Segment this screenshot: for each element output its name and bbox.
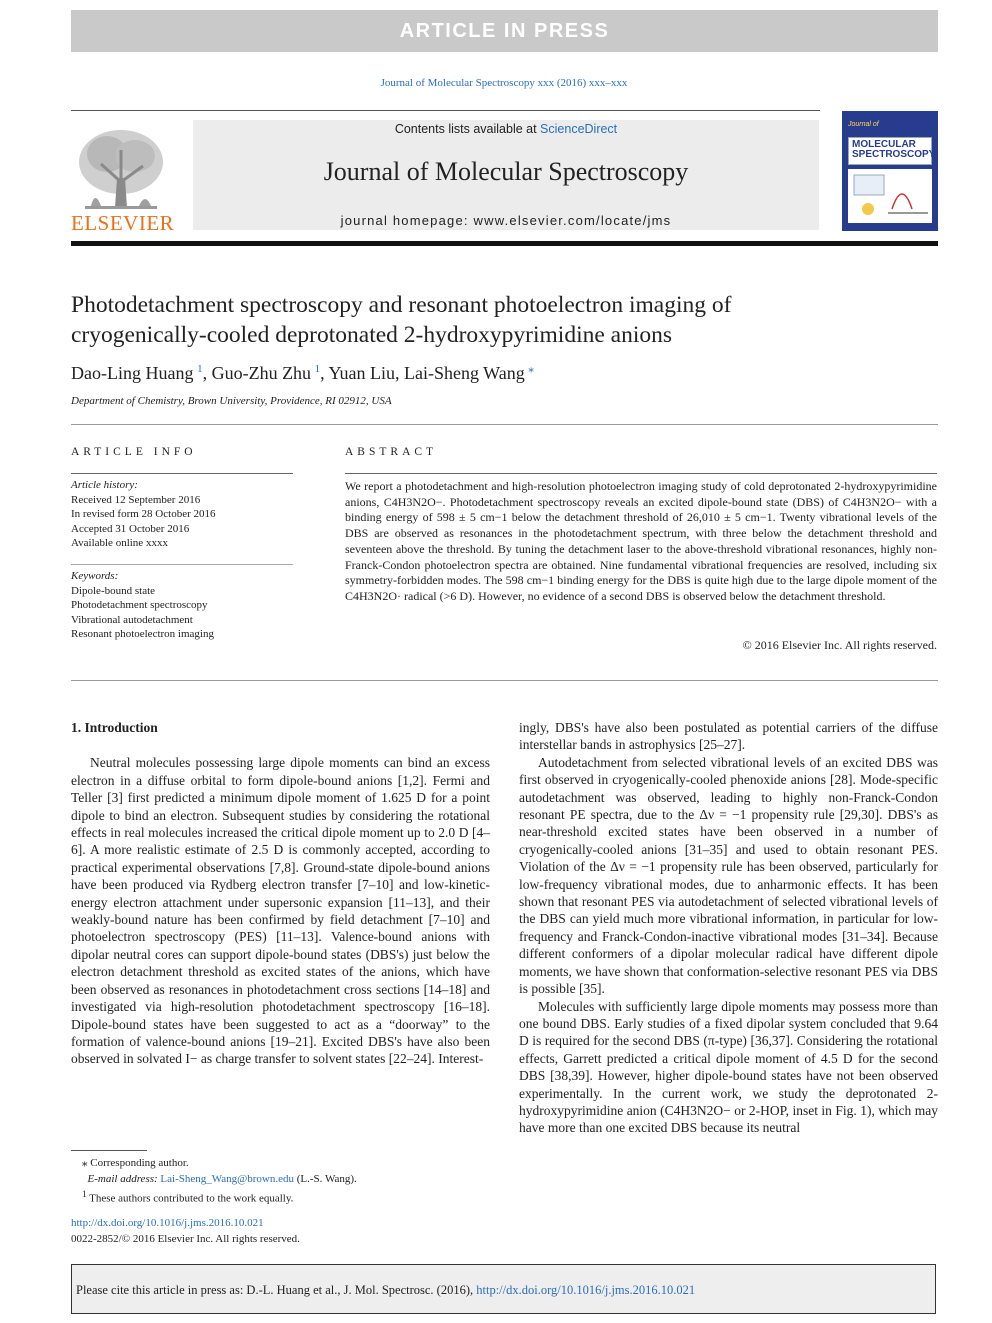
journal-masthead <box>193 120 819 230</box>
history-item: Accepted 31 October 2016 <box>71 522 190 535</box>
cite-text: Please cite this article in press as: D.-L. Huang et al., J. Mol. Spectrosc. (2016), <box>76 1283 477 1297</box>
author-name[interactable]: Lai-Sheng Wang <box>404 363 525 383</box>
keywords-label: Keywords: <box>71 570 119 582</box>
contents-prefix: Contents lists available at <box>394 122 541 136</box>
cover-figure-icon <box>848 169 932 223</box>
footnote-corresponding <box>71 1156 357 1172</box>
body-column-left <box>71 719 490 1068</box>
keyword: Dipole-bound state <box>71 584 156 597</box>
footnote-equal <box>71 1187 357 1207</box>
intro-paragraph: ingly, DBS's have also been postulated as potential carriers of the diffuse interstellar bands in astrophysics [25–27]. <box>519 720 938 753</box>
title-line1: Photodetachment spectroscopy and resonant photoelectron imaging of <box>71 292 732 318</box>
keywords-rule <box>71 564 293 565</box>
doi-block <box>71 1216 300 1247</box>
author-footnote-mark[interactable]: 1 <box>197 363 203 375</box>
article-history <box>71 478 216 551</box>
body-rule <box>71 680 938 681</box>
abstract-rule <box>345 473 937 474</box>
keyword: Resonant photoelectron imaging <box>71 628 214 640</box>
affiliation: Department of Chemistry, Brown University, Providence, RI 02912, USA <box>71 395 392 407</box>
doi-link[interactable]: http://dx.doi.org/10.1016/j.jms.2016.10.021 <box>71 1217 264 1229</box>
abstract-copyright: © 2016 Elsevier Inc. All rights reserved. <box>742 638 937 652</box>
footnote-mark: 1 <box>82 1189 87 1199</box>
history-item: Received 12 September 2016 <box>71 493 201 506</box>
elsevier-wordmark: ELSEVIER <box>71 211 175 235</box>
masthead-thick-rule <box>71 241 938 246</box>
cite-box <box>71 1264 936 1314</box>
keywords-list <box>71 569 214 642</box>
article-info-rule <box>71 473 293 474</box>
footnote-email <box>71 1172 357 1188</box>
author-name[interactable]: Dao-Ling Huang <box>71 363 194 383</box>
footnote-text: Corresponding author. <box>90 1157 189 1169</box>
section-rule <box>71 424 938 425</box>
abstract-text: We report a photodetachment and high-resolution photoelectron imaging study of cold deprotonated 2-hydroxypyrimidine anions, C4H3N2O−. Photodetachment spectroscopy reveals an excited dipole-bound state (DBS) of C4H3N2O− with a binding energy of 598 ± 5 cm−1 below the detachment threshold of 26,010 ± 5 cm−1. Twenty vibrational levels of the DBS are observed as resonances in the photodetachment spectrum, with three below the detachment threshold and seventeen above the threshold. By tuning the detachment laser to the above-threshold vibrational resonances, highly non-Franck-Condon photoelectron spectra are obtained. Nine fundamental vibrational frequencies are resolved, including six symmetry-forbidden modes. The 598 cm−1 binding energy for the DBS is quite high due to the large dipole moment of the C4H3N2O· radical (>6 D). However, no evidence of a second DBS is observed below the detachment threshold. <box>345 479 937 603</box>
abstract-heading: ABSTRACT <box>345 446 438 458</box>
history-item: Available online xxxx <box>71 537 168 549</box>
corresponding-author-mark[interactable]: ⁎ <box>528 363 534 375</box>
contents-line <box>193 122 819 136</box>
history-item: In revised form 28 October 2016 <box>71 508 216 520</box>
author-name[interactable]: Guo-Zhu Zhu <box>211 363 312 383</box>
article-title <box>71 290 938 350</box>
footnote-mark: ⁎ <box>82 1157 88 1169</box>
author-name[interactable]: Yuan Liu <box>328 363 396 383</box>
footnote-text: These authors contributed to the work equally. <box>89 1192 294 1205</box>
email-label: E-mail address: <box>87 1172 161 1185</box>
article-info-heading: ARTICLE INFO <box>71 446 197 458</box>
title-line2: cryogenically-cooled deprotonated 2-hydroxypyrimidine anions <box>71 322 673 348</box>
journal-title: Journal of Molecular Spectroscopy <box>323 157 689 186</box>
cover-small-text: Journal of <box>848 121 879 128</box>
cover-title-line1: MOLECULAR <box>852 139 916 150</box>
intro-paragraph: Molecules with sufficiently large dipole moments may possess more than one bound DBS. Early studies of a fixed dipolar system concluded that 9.64 D is required for the second DBS (π-type) [36,37]. Considering the rotational effects, Garrett predicted a critical dipole moment of 4.5 D for the second DBS [38,39]. However, higher dipole-bound states have not been observed experimentally. In the current work, we study the deprotonated 2-hydroxypyrimidine anion (C4H3N2O− or 2-HOP, inset in Fig. 1), which may have more than one excited DBS because its neutral <box>519 998 938 1136</box>
header-rule <box>71 110 820 111</box>
footnote-rule <box>71 1150 147 1151</box>
intro-paragraph: Autodetachment from selected vibrational levels of an excited DBS was first observed in cryogenically-cooled phenoxide anions [28]. Mode-specific autodetachment was observed, leading to highly non-Franck-Condon resonant PE spectra, due to the Δν = −1 propensity rule [29,30]. DBS's as near-threshold excited states have been observed in a number of cryogenically-cooled anions [31–35] and used to obtain resonant PES. Violation of the Δν = −1 propensity rule has been observed, particularly for low-frequency vibrational modes, due to anharmonic effects. It has been shown that resonant PES via autodetachment of selected vibrational levels of the DBS can yield much more vibrational information, in particular for low-frequency and Franck-Condon-inactive vibrational modes [31–34]. Because different conformers of a dipolar molecular radical have different dipole moments, we have shown that conformation-selective resonant PES via DBS is possible [35]. <box>519 754 938 997</box>
issn-line: 0022-2852/© 2016 Elsevier Inc. All rights reserved. <box>71 1232 300 1245</box>
article-in-press-banner: ARTICLE IN PRESS <box>71 10 938 52</box>
body-column-right <box>519 719 938 1137</box>
keyword: Vibrational autodetachment <box>71 613 193 626</box>
cover-title-line2: SPECTROSCOPY <box>852 149 936 160</box>
journal-reference-link[interactable]: Journal of Molecular Spectroscopy xxx (2016) xxx–xxx <box>380 77 628 89</box>
journal-homepage-link[interactable]: journal homepage: www.elsevier.com/locate/jms <box>340 213 672 228</box>
history-label: Article history: <box>71 479 138 491</box>
footnotes <box>71 1156 357 1207</box>
cite-doi-link[interactable]: http://dx.doi.org/10.1016/j.jms.2016.10.021 <box>476 1283 696 1297</box>
keyword: Photodetachment spectroscopy <box>71 599 208 611</box>
intro-paragraph: Neutral molecules possessing large dipole moments can bind an excess electron in a diffuse orbital to form dipole-bound anions [1,2]. Fermi and Teller [3] first predicted a minimum dipole moment of 1.625 D for a point dipole to bind an electron. Subsequent studies by considering the rotational effects in real molecules increased the critical dipole moment up to 2.0 D [4–6]. A more realistic estimate of 2.5 D is commonly accepted, according to practical experimental observations [7,8]. Ground-state dipole-bound anions have been produced via Rydberg electron transfer [7–10] and low-kinetic-energy electron attachment under supersonic expansion [11–13], and their weakly-bound nature has been confirmed by field detachment [7–10] and photoelectron spectroscopy (PES) [11–13]. Valence-bound anions with dipolar neutral cores can support dipole-bound states (DBS's) just below the electron detachment threshold as excited states of the anions, which have been observed as resonances in photodetachment cross sections [14–18] and investigated via high-resolution photodetachment spectroscopy [16–18]. Dipole-bound states have been suggested to act as a “doorway” to the formation of valence-bound anions [19–21]. Excited DBS's have also been observed in solvated I− as charge transfer to solvent states [22–24]. Interest- <box>71 755 490 1067</box>
introduction-heading: 1. Introduction <box>71 720 158 735</box>
sciencedirect-link[interactable]: ScienceDirect <box>540 122 618 136</box>
email-link[interactable]: Lai-Sheng_Wang@brown.edu <box>160 1172 294 1185</box>
author-footnote-mark[interactable]: 1 <box>314 363 321 375</box>
cover-title-panel <box>848 137 936 165</box>
email-suffix: (L.-S. Wang). <box>294 1172 357 1185</box>
author-list: Dao-Ling Huang $^1$, Guo-Zhu Zhu $^1$, Yuan Liu, Lai-Sheng Wang ⁎ <box>71 363 534 383</box>
journal-cover-thumbnail[interactable] <box>842 111 938 231</box>
